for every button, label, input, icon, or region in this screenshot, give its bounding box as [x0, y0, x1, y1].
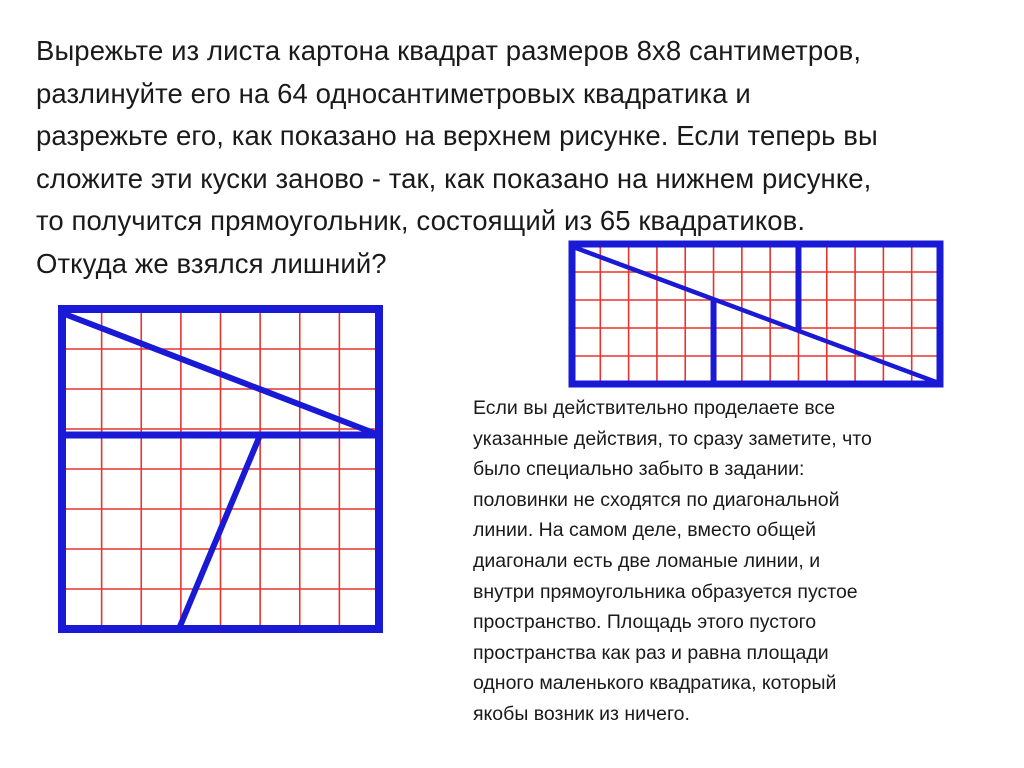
answer-line: якобы возник из ничего. — [473, 702, 690, 725]
square-8x8-figure — [62, 309, 379, 629]
task-line: то получится прямоугольник, состоящий из 65 квадратиков. — [36, 205, 806, 236]
answer-line: половинки не сходятся по диагональной — [473, 488, 840, 511]
task-line: разлинуйте его на 64 односантиметровых квадратика и — [36, 77, 751, 109]
cut-line-slanted — [179, 435, 260, 629]
answer-line: диагонали есть две ломаные линии, и — [473, 549, 821, 572]
task-line: разрежьте его, как показано на верхнем рисунке. Если теперь вы — [36, 120, 878, 151]
answer-line: указанные действия, то сразу заметите, что — [473, 427, 872, 450]
answer-line: одного маленького квадратика, который — [473, 672, 837, 695]
answer-line: внутри прямоугольника образуется пустое — [473, 580, 858, 603]
answer-line: Если вы действительно проделаете все — [473, 397, 836, 419]
answer-line: пространство. Площадь этого пустого — [473, 611, 817, 634]
task-line: Вырежьте из листа картона квадрат размеров 8х8 сантиметров, — [36, 35, 862, 66]
task-line: сложите эти куски заново - так, как показано на нижнем рисунке, — [36, 162, 872, 194]
answer-line: пространства как раз и равна площади — [473, 641, 829, 664]
rectangle-13x5-figure — [572, 244, 940, 384]
task-line: Откуда же взялся лишний? — [36, 247, 387, 279]
answer-line: линии. На самом деле, вместо общей — [473, 519, 817, 542]
cut-line-diagonal — [576, 248, 936, 382]
answer-text — [473, 393, 993, 730]
answer-line: было специально забыто в задании: — [473, 458, 805, 481]
